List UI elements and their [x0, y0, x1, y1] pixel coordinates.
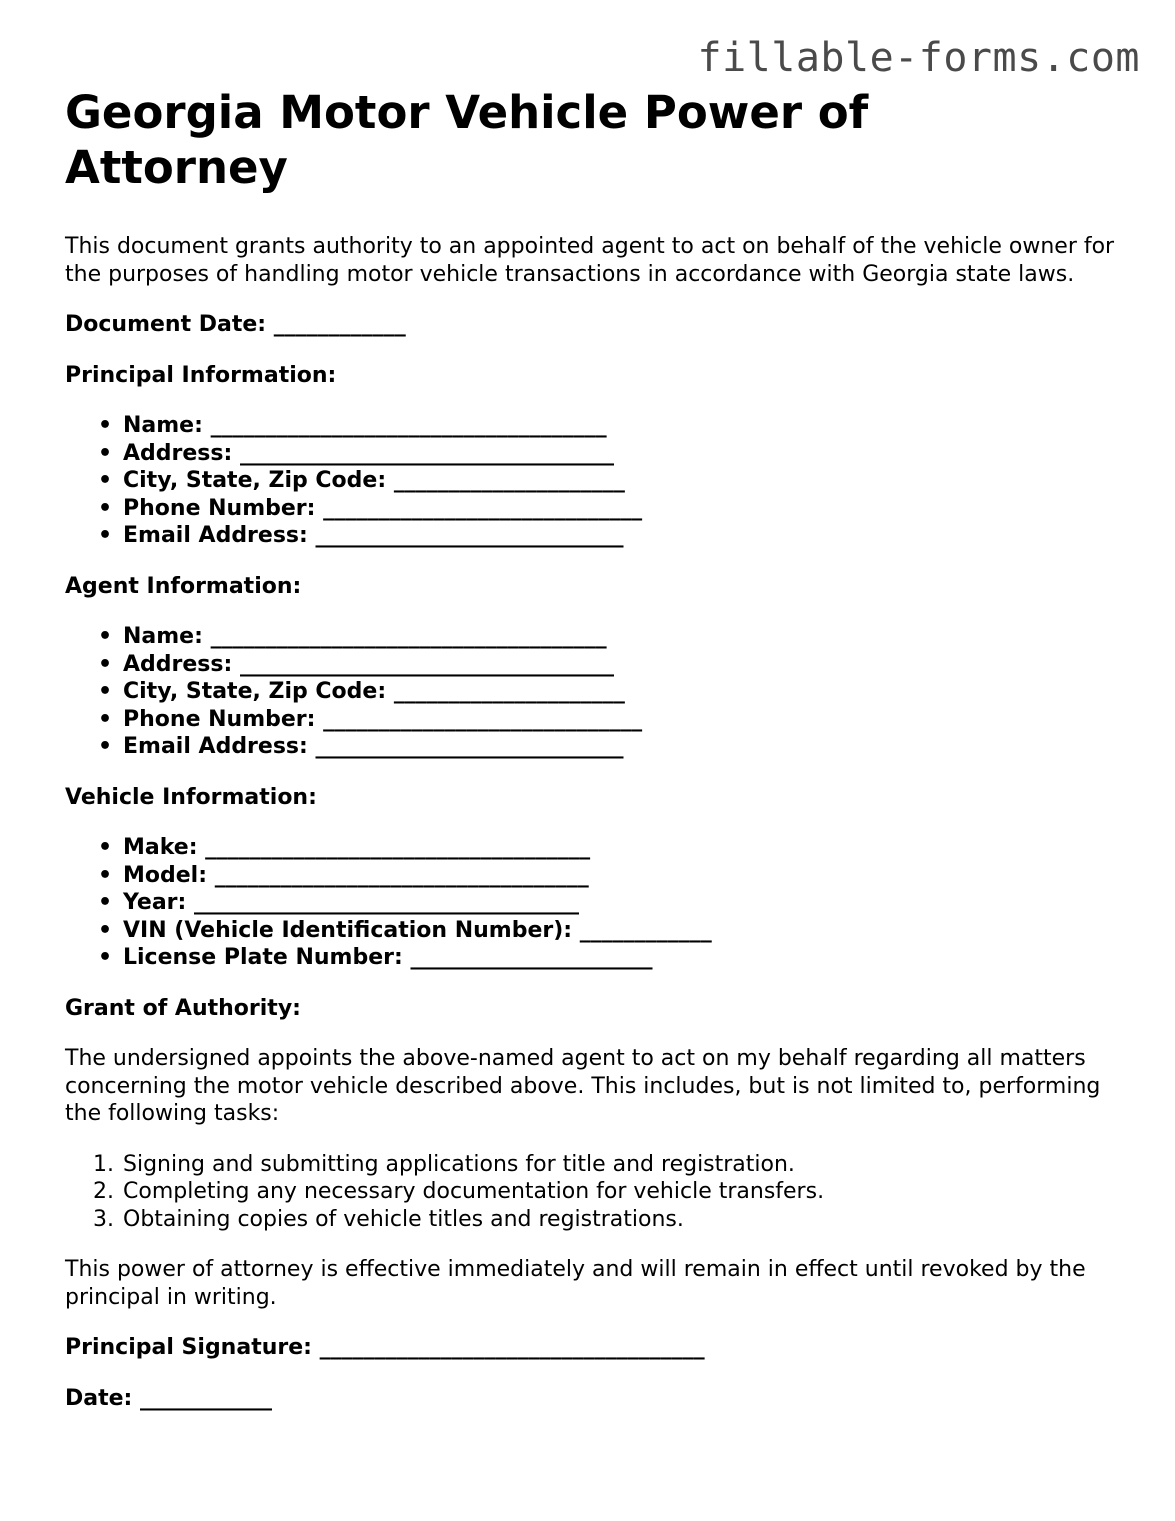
- signature-label: Principal Signature:: [65, 1335, 312, 1360]
- field-label: Email Address:: [123, 523, 308, 548]
- principal-phone-field[interactable]: _____________________________: [323, 495, 643, 521]
- grant-heading: Grant of Authority:: [65, 995, 301, 1021]
- vehicle-plate-item: [123, 944, 1125, 972]
- agent-field-list: [65, 623, 1125, 761]
- document-date-line: [65, 311, 1125, 339]
- agent-city-field[interactable]: _____________________: [393, 679, 625, 704]
- task-text: Obtaining copies of vehicle titles and registrations.: [123, 1206, 684, 1232]
- principal-name-item: [123, 412, 1125, 440]
- vehicle-field-list: [65, 834, 1125, 972]
- vehicle-vin-item: [123, 917, 1125, 945]
- vehicle-year-item: [123, 889, 1125, 917]
- vehicle-heading: Vehicle Information:: [65, 784, 317, 810]
- field-label: Year:: [123, 890, 187, 915]
- field-label: License Plate Number:: [123, 945, 403, 970]
- document-page: [65, 85, 1125, 1412]
- agent-address-field[interactable]: __________________________________: [239, 651, 614, 677]
- field-label: Make:: [123, 835, 198, 860]
- field-label: Address:: [123, 440, 233, 466]
- document-date-label: Document Date:: [65, 312, 267, 337]
- agent-name-field[interactable]: ____________________________________: [210, 624, 607, 649]
- agent-city-item: [123, 678, 1125, 706]
- document-date-field[interactable]: ____________: [273, 312, 406, 337]
- agent-phone-field[interactable]: _____________________________: [323, 706, 643, 732]
- task-text: Signing and submitting applications for title and registration.: [123, 1151, 795, 1177]
- date-label: Date:: [65, 1385, 133, 1411]
- task-item: 1. Signing and submitting applications for title and registration.: [93, 1151, 795, 1177]
- vehicle-vin-field[interactable]: ____________: [579, 917, 712, 943]
- page-title: Georgia Motor Vehicle Power of Attorney: [65, 86, 869, 194]
- agent-email-field[interactable]: ____________________________: [315, 734, 624, 759]
- task-item: 2. Completing any necessary documentation for vehicle transfers.: [93, 1179, 825, 1204]
- date-line: [65, 1385, 1125, 1413]
- agent-address-item: [123, 651, 1125, 679]
- field-label: Name:: [123, 624, 203, 649]
- principal-address-item: [123, 440, 1125, 468]
- task-item: 3. Obtaining copies of vehicle titles and registrations.: [93, 1206, 684, 1232]
- date-field[interactable]: ____________: [140, 1385, 273, 1411]
- principal-phone-item: [123, 495, 1125, 523]
- vehicle-model-item: [123, 862, 1125, 890]
- principal-email-field[interactable]: ____________________________: [315, 523, 624, 548]
- watermark: fillable-forms.com: [697, 35, 1140, 81]
- task-text: Completing any necessary documentation for vehicle transfers.: [123, 1179, 825, 1204]
- agent-phone-item: [123, 706, 1125, 734]
- field-label: Model:: [123, 862, 208, 888]
- task-list: [65, 1151, 1125, 1234]
- principal-city-item: [123, 467, 1125, 495]
- field-label: Address:: [123, 651, 233, 677]
- principal-name-field[interactable]: ____________________________________: [210, 413, 607, 438]
- vehicle-model-field[interactable]: __________________________________: [214, 862, 589, 888]
- field-label: City, State, Zip Code:: [123, 679, 387, 704]
- vehicle-make-item: [123, 834, 1125, 862]
- vehicle-year-field[interactable]: ___________________________________: [194, 890, 579, 915]
- field-label: Phone Number:: [123, 495, 316, 521]
- signature-line: [65, 1334, 1125, 1362]
- field-label: City, State, Zip Code:: [123, 468, 387, 493]
- principal-heading: Principal Information:: [65, 362, 337, 388]
- intro-paragraph: This document grants authority to an appointed agent to act on behalf of the vehicle owner for the purposes of handling motor vehicle transactions in accordance with Georgia state laws.: [65, 234, 1115, 287]
- principal-address-field[interactable]: __________________________________: [239, 440, 614, 466]
- agent-name-item: [123, 623, 1125, 651]
- principal-city-field[interactable]: _____________________: [393, 468, 625, 493]
- field-label: Email Address:: [123, 734, 308, 759]
- field-label: Phone Number:: [123, 706, 316, 732]
- agent-email-item: [123, 733, 1125, 761]
- field-label: Name:: [123, 413, 203, 438]
- principal-field-list: [65, 412, 1125, 550]
- vehicle-plate-field[interactable]: ______________________: [410, 945, 653, 970]
- signature-field[interactable]: ___________________________________: [319, 1335, 705, 1360]
- grant-paragraph: The undersigned appoints the above-named agent to act on my behalf regarding all matters concerning the motor vehicle described above. This includes, but is not limited to, performing the following tasks:: [65, 1046, 1101, 1126]
- field-label: VIN (Vehicle Identification Number):: [123, 917, 573, 943]
- vehicle-make-field[interactable]: ___________________________________: [205, 835, 591, 860]
- agent-heading: Agent Information:: [65, 573, 302, 599]
- principal-email-item: [123, 522, 1125, 550]
- effective-paragraph: This power of attorney is effective immediately and will remain in effect until revoked by the principal in writing.: [65, 1257, 1086, 1310]
